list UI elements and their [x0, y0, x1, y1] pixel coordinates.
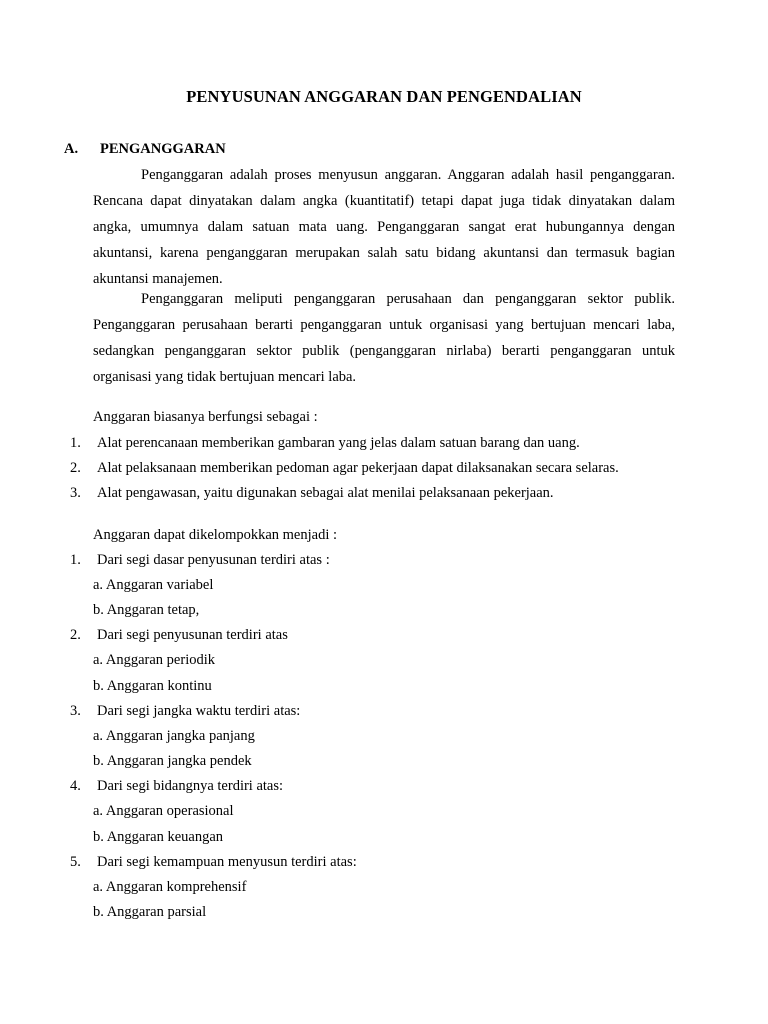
list-item-number: 3. [70, 703, 81, 719]
sub-item: b. Anggaran tetap, [93, 602, 200, 618]
paragraph: Penganggaran meliputi penganggaran perusahaan dan penganggaran sektor publik. Penganggaran perusahaan berarti penganggaran untuk organisasi yang bertujuan mencari laba, sedangkan penganggaran sektor publik (penganggaran nirlaba) berarti penganggaran untuk organisasi yang tidak bertujuan mencari laba. [93, 291, 675, 385]
list-item: Alat perencanaan memberikan gambaran yang jelas dalam satuan barang dan uang. [97, 435, 580, 451]
page-title: PENYUSUNAN ANGGARAN DAN PENGENDALIAN [186, 87, 582, 106]
section-title: PENGANGGARAN [100, 141, 226, 157]
list-item: Dari segi jangka waktu terdiri atas: [97, 703, 301, 719]
list-item-number: 5. [70, 854, 81, 870]
list-item-number: 1. [70, 552, 81, 568]
list-item-number: 4. [70, 778, 81, 794]
paragraph: Penganggaran adalah proses menyusun anggaran. Anggaran adalah hasil penganggaran. Rencana dapat dinyatakan dalam angka (kuantitatif) tetapi dapat juga tidak dinyatakan dalam angka, umumnya dalam satuan mata uang. Penganggaran sangat erat hubungannya dengan akuntansi, karena penganggaran merupakan salah satu bidang akuntansi dan termasuk bagian akuntansi manajemen. [93, 167, 675, 287]
sub-item: b. Anggaran jangka pendek [93, 753, 252, 769]
sub-item: a. Anggaran periodik [93, 652, 216, 668]
list-item: Dari segi bidangnya terdiri atas: [97, 778, 284, 794]
list-item-number: 1. [70, 435, 81, 451]
list-item: Alat pelaksanaan memberikan pedoman agar pekerjaan dapat dilaksanakan secara selaras. [97, 460, 619, 476]
groups-intro: Anggaran dapat dikelompokkan menjadi : [93, 527, 338, 543]
sub-item: a. Anggaran variabel [93, 577, 214, 593]
sub-item: a. Anggaran komprehensif [93, 879, 247, 895]
sub-item: a. Anggaran operasional [93, 803, 234, 819]
list-item-number: 2. [70, 627, 81, 643]
sub-item: b. Anggaran keuangan [93, 829, 224, 845]
section-number: A. [64, 141, 79, 157]
list-item: Dari segi penyusunan terdiri atas [97, 627, 288, 643]
list-item: Dari segi dasar penyusunan terdiri atas : [97, 552, 330, 568]
list-item-number: 2. [70, 460, 81, 476]
functions-intro: Anggaran biasanya berfungsi sebagai : [93, 409, 318, 425]
sub-item: b. Anggaran kontinu [93, 678, 212, 694]
list-item: Dari segi kemampuan menyusun terdiri atas: [97, 854, 357, 870]
list-item-number: 3. [70, 485, 81, 501]
sub-item: b. Anggaran parsial [93, 904, 207, 920]
list-item: Alat pengawasan, yaitu digunakan sebagai alat menilai pelaksanaan pekerjaan. [97, 485, 554, 501]
sub-item: a. Anggaran jangka panjang [93, 728, 255, 744]
